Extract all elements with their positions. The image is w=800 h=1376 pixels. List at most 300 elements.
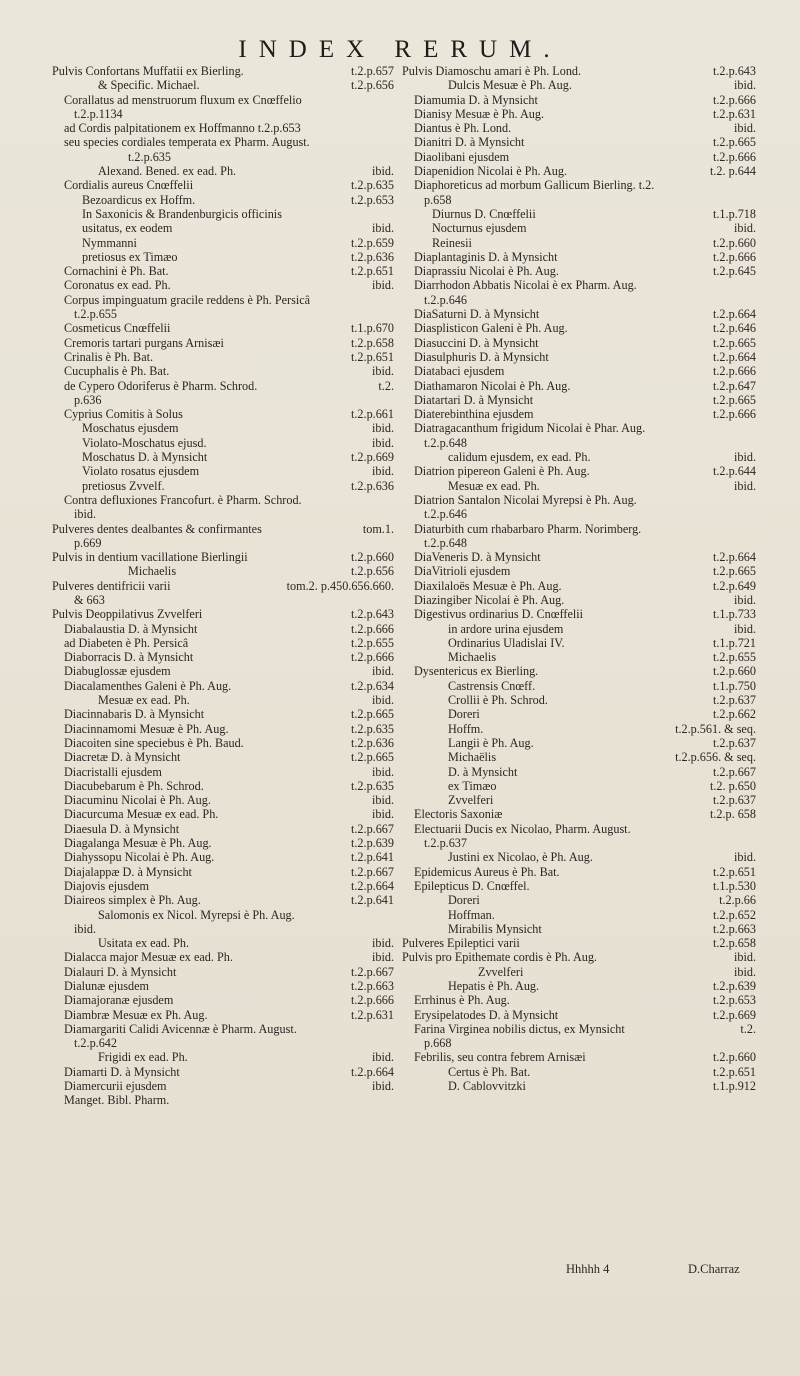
- entry-reference: t.2.p.660: [713, 664, 756, 679]
- entry-reference: t.2.p.665: [713, 335, 756, 350]
- entry-reference: t.2.p.663: [713, 921, 756, 936]
- entry-reference: ibid.: [733, 450, 756, 465]
- index-entry: [52, 593, 398, 607]
- entry-text: Diabalaustia D. à Mynsicht: [64, 621, 198, 636]
- entry-text: Dialunæ ejusdem: [64, 979, 149, 993]
- entry-reference: ibid.: [733, 850, 756, 865]
- entry-reference: t.2.p.636: [351, 249, 394, 264]
- index-entry: [402, 807, 760, 821]
- entry-reference: ibid.: [371, 807, 394, 822]
- entry-text: Crinalis è Ph. Bat.: [64, 349, 154, 364]
- index-entry: [402, 93, 760, 107]
- index-entry: [52, 193, 398, 207]
- index-entry: [402, 164, 760, 178]
- entry-text: Nymmanni: [82, 235, 137, 250]
- entry-text: p.658: [424, 192, 452, 207]
- entry-reference: ibid.: [371, 421, 394, 436]
- index-entry: [52, 1008, 398, 1022]
- entry-text: Diaborracis D. à Mynsicht: [64, 650, 194, 665]
- index-entry: [52, 278, 398, 292]
- index-entry: [402, 750, 760, 764]
- entry-reference: t.2.p.656: [351, 78, 394, 93]
- entry-reference: t.2.p.646: [713, 321, 756, 336]
- entry-reference: ibid.: [371, 950, 394, 965]
- entry-text: Zvvelferi: [478, 964, 524, 979]
- entry-reference: ibid.: [733, 78, 756, 93]
- entry-reference: t.2.p.660: [713, 1050, 756, 1065]
- entry-text: Diamarti D. à Mynsicht: [64, 1064, 180, 1079]
- index-entry: [52, 693, 398, 707]
- index-entry: [402, 321, 760, 335]
- entry-text: Moschatus D. à Mynsicht: [82, 450, 208, 465]
- index-entry: [402, 1022, 760, 1036]
- index-entry: [402, 421, 760, 435]
- entry-text: Diantus è Ph. Lond.: [414, 121, 512, 136]
- index-entry: [402, 707, 760, 721]
- index-entry: [402, 779, 760, 793]
- index-entry: [52, 536, 398, 550]
- entry-reference: t.2.p.655: [351, 635, 394, 650]
- index-entry: [52, 436, 398, 450]
- entry-text: ex Timæo: [448, 778, 497, 793]
- entry-text: p.636: [74, 392, 102, 407]
- entry-text: Diaplantaginis D. à Mynsicht: [414, 249, 558, 264]
- entry-reference: ibid.: [371, 1079, 394, 1094]
- entry-text: t.2.p.1134: [74, 106, 123, 121]
- index-entry: [402, 150, 760, 164]
- index-entry: [52, 807, 398, 821]
- entry-text: Michaelis: [128, 564, 177, 579]
- index-entry: [52, 264, 398, 278]
- entry-reference: ibid.: [371, 664, 394, 679]
- entry-text: Diaphoreticus ad morbum Gallicum Bierling. t.2.: [414, 178, 655, 193]
- entry-text: Farina Virginea nobilis dictus, ex Mynsicht: [414, 1021, 625, 1036]
- entry-reference: t.2.p.664: [713, 349, 756, 364]
- index-entry: [402, 993, 760, 1007]
- index-entry: [52, 393, 398, 407]
- index-entry: [52, 650, 398, 664]
- entry-reference: t.2.p.664: [713, 550, 756, 565]
- entry-reference: t.2.p.665: [713, 564, 756, 579]
- entry-text: Dianitri D. à Mynsicht: [414, 135, 525, 150]
- index-entry: [52, 250, 398, 264]
- entry-reference: t.2.p.636: [351, 735, 394, 750]
- right-index-column: [402, 64, 760, 1093]
- entry-reference: ibid.: [733, 964, 756, 979]
- entry-reference: t.2.p.641: [351, 850, 394, 865]
- entry-reference: t.2.p.666: [713, 249, 756, 264]
- index-entry: [402, 879, 760, 893]
- entry-text: Cucuphalis è Ph. Bat.: [64, 364, 170, 379]
- entry-text: Justini ex Nicolao, è Ph. Aug.: [448, 850, 593, 865]
- index-entry: [52, 421, 398, 435]
- entry-text: Contra defluxiones Francofurt. è Pharm. Schrod.: [64, 492, 302, 507]
- entry-text: t.2.p.648: [424, 435, 467, 450]
- index-entry: [402, 722, 760, 736]
- entry-text: Hoffm.: [448, 721, 484, 736]
- entry-text: t.2.p.637: [424, 836, 467, 851]
- entry-text: Zvvelferi: [448, 793, 494, 808]
- entry-text: ad Cordis palpitationem ex Hoffmanno t.2.p.653: [64, 121, 301, 136]
- entry-reference: t.2.p.639: [713, 979, 756, 993]
- entry-reference: t.2.p.666: [351, 650, 394, 665]
- entry-reference: t.2.p.665: [351, 707, 394, 722]
- entry-reference: t.2.p.635: [351, 778, 394, 793]
- index-entry: [402, 664, 760, 678]
- index-entry: [52, 722, 398, 736]
- index-entry: [52, 135, 398, 149]
- entry-reference: t.2.p.657: [351, 64, 394, 78]
- entry-reference: t.2.p.561. & seq.: [675, 721, 756, 736]
- entry-text: Diaolibani ejusdem: [414, 149, 510, 164]
- entry-reference: t.2.p.664: [351, 1064, 394, 1079]
- index-entry: [402, 364, 760, 378]
- entry-reference: t.2.p.667: [351, 964, 394, 979]
- sheet-signature-mark: Hhhhh 4: [566, 1262, 610, 1276]
- entry-text: Diapenidion Nicolai è Ph. Aug.: [414, 164, 567, 179]
- entry-text: Diacubebarum è Ph. Schrod.: [64, 778, 204, 793]
- entry-reference: tom.2. p.450.656.660.: [286, 578, 394, 593]
- entry-reference: t.2. p.650: [709, 778, 756, 793]
- index-entry: [52, 221, 398, 235]
- entry-text: Diamargariti Calidi Avicennæ è Pharm. August.: [64, 1021, 297, 1036]
- entry-reference: t.1.p.733: [713, 607, 756, 622]
- entry-text: Castrensis Cnœff.: [448, 678, 536, 693]
- entry-reference: t.2.p.656: [351, 564, 394, 579]
- index-entry: [402, 908, 760, 922]
- entry-text: Dulcis Mesuæ è Ph. Aug.: [448, 78, 572, 93]
- index-entry: [402, 135, 760, 149]
- entry-reference: ibid.: [733, 621, 756, 636]
- index-entry: [402, 650, 760, 664]
- entry-text: calidum ejusdem, ex ead. Ph.: [448, 450, 591, 465]
- entry-text: Febrilis, seu contra febrem Arnisæi: [414, 1050, 586, 1065]
- index-entry: [402, 350, 760, 364]
- index-entry: [402, 336, 760, 350]
- index-entry: [402, 736, 760, 750]
- index-entry: [402, 293, 760, 307]
- entry-text: Errhinus è Ph. Aug.: [414, 993, 510, 1008]
- entry-text: Violato-Moschatus ejusd.: [82, 435, 207, 450]
- entry-reference: t.1.p.718: [713, 206, 756, 221]
- entry-text: Mesuæ ex ead. Ph.: [448, 478, 540, 493]
- index-entry: [402, 622, 760, 636]
- entry-text: Diacinnamomi Mesuæ è Ph. Aug.: [64, 721, 229, 736]
- index-entry: [52, 564, 398, 578]
- index-entry: [402, 893, 760, 907]
- entry-reference: t.1.p.670: [351, 321, 394, 336]
- entry-text: Cremoris tartari purgans Arnisæi: [64, 335, 224, 350]
- entry-reference: t.2.p.651: [351, 264, 394, 279]
- entry-reference: t.2.p.637: [713, 735, 756, 750]
- index-entry: [52, 178, 398, 192]
- index-entry: [402, 507, 760, 521]
- index-entry: [402, 236, 760, 250]
- index-entry: [402, 78, 760, 92]
- index-entry: [402, 407, 760, 421]
- entry-text: p.669: [74, 535, 102, 550]
- entry-text: Mesuæ ex ead. Ph.: [98, 693, 190, 708]
- entry-text: Diarrhodon Abbatis Nicolai è ex Pharm. Aug.: [414, 278, 637, 293]
- index-entry: [402, 250, 760, 264]
- entry-reference: t.1.p.912: [713, 1079, 756, 1094]
- index-entry: [52, 893, 398, 907]
- entry-reference: t.2.p.658: [713, 936, 756, 951]
- entry-reference: t.2.p.651: [713, 1064, 756, 1079]
- entry-text: Manget. Bibl. Pharm.: [64, 1093, 170, 1108]
- index-entry: [52, 364, 398, 378]
- index-entry: [52, 607, 398, 621]
- entry-reference: ibid.: [371, 936, 394, 951]
- entry-reference: t.2.p.667: [351, 864, 394, 879]
- entry-text: Diamumia D. à Mynsicht: [414, 92, 538, 107]
- entry-reference: ibid.: [371, 221, 394, 236]
- entry-text: Ordinarius Uladislai IV.: [448, 635, 565, 650]
- entry-reference: t.2.p.664: [713, 307, 756, 322]
- index-entry: [402, 1050, 760, 1064]
- index-entry: [52, 293, 398, 307]
- index-entry: [402, 178, 760, 192]
- entry-text: Dialacca major Mesuæ ex ead. Ph.: [64, 950, 233, 965]
- entry-text: Diaesula D. à Mynsicht: [64, 821, 180, 836]
- entry-text: Pulveres Epileptici varii: [402, 936, 520, 951]
- index-entry: [52, 350, 398, 364]
- entry-reference: t.2.p.653: [351, 192, 394, 207]
- entry-reference: ibid.: [371, 693, 394, 708]
- entry-reference: t.2.p.643: [351, 607, 394, 622]
- entry-text: t.2.p.648: [424, 535, 467, 550]
- entry-text: t.2.p.655: [74, 307, 117, 322]
- entry-text: Langii è Ph. Aug.: [448, 735, 534, 750]
- index-entry: [52, 979, 398, 993]
- entry-text: Diasulphuris D. à Mynsicht: [414, 349, 549, 364]
- entry-text: ibid.: [74, 921, 97, 936]
- entry-reference: t.2.p.637: [713, 793, 756, 808]
- entry-text: Hepatis è Ph. Aug.: [448, 979, 540, 993]
- index-entry: [402, 264, 760, 278]
- index-entry: [52, 908, 398, 922]
- index-entry: [402, 207, 760, 221]
- entry-reference: t.2.p.663: [351, 979, 394, 993]
- index-entry: [52, 936, 398, 950]
- entry-reference: t.2.p.666: [713, 407, 756, 422]
- index-entry: [402, 536, 760, 550]
- entry-text: pretiosus ex Timæo: [82, 249, 178, 264]
- index-entry: [52, 793, 398, 807]
- index-entry: [402, 593, 760, 607]
- entry-text: Violato rosatus ejusdem: [82, 464, 200, 479]
- index-entry: [52, 1079, 398, 1093]
- entry-reference: t.2.p.649: [713, 578, 756, 593]
- entry-text: Pulvis pro Epithemate cordis è Ph. Aug.: [402, 950, 597, 965]
- index-entry: [402, 564, 760, 578]
- entry-text: Doreri: [448, 707, 480, 722]
- entry-reference: t.2.p.639: [351, 836, 394, 851]
- entry-text: Crollii è Ph. Schrod.: [448, 693, 548, 708]
- entry-reference: t.2.p.634: [351, 678, 394, 693]
- index-entry: [52, 164, 398, 178]
- index-entry: [402, 64, 760, 78]
- index-entry: [402, 464, 760, 478]
- entry-text: seu species cordiales temperata ex Pharm. August.: [64, 135, 310, 150]
- entry-text: Dialauri D. à Mynsicht: [64, 964, 177, 979]
- entry-reference: t.1.p.750: [713, 678, 756, 693]
- entry-reference: ibid.: [371, 278, 394, 293]
- entry-text: pretiosus Zvvelf.: [82, 478, 165, 493]
- index-entry: [402, 822, 760, 836]
- entry-text: t.2.p.642: [74, 1036, 117, 1051]
- entry-reference: t.2.p.637: [713, 693, 756, 708]
- entry-reference: t.2.p.658: [351, 335, 394, 350]
- entry-reference: t.1.p.530: [713, 878, 756, 893]
- index-entry: [402, 765, 760, 779]
- entry-reference: ibid.: [371, 1050, 394, 1065]
- index-entry: [52, 922, 398, 936]
- index-entry: [52, 622, 398, 636]
- entry-text: Hoffman.: [448, 907, 495, 922]
- index-entry: [52, 64, 398, 78]
- entry-reference: ibid.: [733, 221, 756, 236]
- entry-reference: t.2.p.651: [713, 864, 756, 879]
- entry-text: Dianisy Mesuæ è Ph. Aug.: [414, 106, 545, 121]
- entry-text: Diacoiten sine speciebus è Ph. Baud.: [64, 735, 244, 750]
- index-entry: [402, 607, 760, 621]
- index-entry: [52, 507, 398, 521]
- entry-reference: ibid.: [371, 164, 394, 179]
- index-entry: [52, 822, 398, 836]
- entry-text: Epilepticus D. Cnœffel.: [414, 878, 530, 893]
- entry-text: p.668: [424, 1036, 452, 1051]
- entry-text: Corpus impinguatum gracile reddens è Ph. Persicâ: [64, 292, 311, 307]
- index-entry: [52, 522, 398, 536]
- entry-reference: ibid.: [371, 464, 394, 479]
- entry-text: Pulvis Confortans Muffatii ex Bierling.: [52, 64, 244, 78]
- index-entry: [402, 693, 760, 707]
- entry-text: usitatus, ex eodem: [82, 221, 173, 236]
- entry-text: Cornachini è Ph. Bat.: [64, 264, 169, 279]
- entry-text: Certus è Ph. Bat.: [448, 1064, 531, 1079]
- entry-text: Diahyssopu Nicolai è Ph. Aug.: [64, 850, 215, 865]
- index-entry: [402, 221, 760, 235]
- entry-reference: ibid.: [371, 435, 394, 450]
- entry-text: Diasplisticon Galeni è Ph. Aug.: [414, 321, 568, 336]
- entry-reference: t.2.p.665: [713, 135, 756, 150]
- index-entry: [52, 736, 398, 750]
- entry-reference: t.1.p.721: [713, 635, 756, 650]
- entry-text: Alexand. Bened. ex ead. Ph.: [98, 164, 237, 179]
- entry-text: Coronatus ex ead. Ph.: [64, 278, 171, 293]
- entry-text: in ardore urina ejusdem: [448, 621, 564, 636]
- index-entry: [402, 278, 760, 292]
- index-entry: [402, 636, 760, 650]
- entry-reference: t.2.p.666: [713, 92, 756, 107]
- entry-reference: t.2.p.641: [351, 893, 394, 908]
- index-entry: [52, 379, 398, 393]
- entry-text: Diagalanga Mesuæ è Ph. Aug.: [64, 836, 212, 851]
- index-entry: [52, 236, 398, 250]
- entry-text: Diatragacanthum frigidum Nicolai è Phar. Aug.: [414, 421, 646, 436]
- entry-reference: t.2.p.666: [351, 993, 394, 1008]
- index-entry: [402, 121, 760, 135]
- index-entry: [52, 836, 398, 850]
- entry-reference: t.2.p.631: [713, 106, 756, 121]
- index-entry: [402, 1065, 760, 1079]
- index-entry: [402, 922, 760, 936]
- index-entry: [402, 579, 760, 593]
- entry-reference: t.2.p.652: [713, 907, 756, 922]
- entry-reference: ibid.: [371, 793, 394, 808]
- entry-text: Salomonis ex Nicol. Myrepsi è Ph. Aug.: [98, 907, 295, 922]
- entry-text: DiaVitrioli ejusdem: [414, 564, 511, 579]
- index-entry: [52, 479, 398, 493]
- index-entry: [52, 307, 398, 321]
- index-entry: [52, 336, 398, 350]
- entry-text: Epidemicus Aureus è Ph. Bat.: [414, 864, 560, 879]
- entry-reference: t.2.p.665: [351, 750, 394, 765]
- entry-text: de Cypero Odoriferus è Pharm. Schrod.: [64, 378, 258, 393]
- entry-text: Diaireos simplex è Ph. Aug.: [64, 893, 201, 908]
- index-entry: [402, 307, 760, 321]
- index-entry: [52, 450, 398, 464]
- entry-reference: t.2.p.666: [713, 364, 756, 379]
- entry-reference: t.2.p.666: [351, 621, 394, 636]
- index-entry: [52, 664, 398, 678]
- entry-reference: t.2.p.660: [713, 235, 756, 250]
- entry-text: Bezoardicus ex Hoffm.: [82, 192, 196, 207]
- index-entry: [402, 436, 760, 450]
- entry-text: Michaëlis: [448, 750, 497, 765]
- index-entry: [52, 1022, 398, 1036]
- index-entry: [402, 679, 760, 693]
- index-entry: [402, 550, 760, 564]
- entry-text: Pulveres dentifricii varii: [52, 578, 171, 593]
- index-entry: [52, 950, 398, 964]
- entry-reference: t.2.p.647: [713, 378, 756, 393]
- index-entry: [402, 950, 760, 964]
- entry-text: Erysipelatodes D. à Mynsicht: [414, 1007, 559, 1022]
- entry-reference: t.2.p.665: [713, 392, 756, 407]
- entry-reference: ibid.: [733, 478, 756, 493]
- entry-text: Electoris Saxoniæ: [414, 807, 503, 822]
- entry-text: Digestivus ordinarius D. Cnœffelii: [414, 607, 584, 622]
- index-entry: [402, 979, 760, 993]
- entry-text: Pulvis Deoppilativus Zvvelferi: [52, 607, 203, 622]
- entry-text: Dysentericus ex Bierling.: [414, 664, 539, 679]
- index-entry: [402, 936, 760, 950]
- entry-text: Diatartari D. à Mynsicht: [414, 392, 534, 407]
- entry-reference: t.2.p.635: [351, 721, 394, 736]
- page-title: INDEX RERUM.: [238, 36, 562, 63]
- entry-text: Diambræ Mesuæ ex Ph. Aug.: [64, 1007, 208, 1022]
- entry-reference: t.2.p.631: [351, 1007, 394, 1022]
- entry-reference: t.2.p.661: [351, 407, 394, 422]
- entry-text: Diasuccini D. à Mynsicht: [414, 335, 539, 350]
- index-entry: [52, 493, 398, 507]
- entry-reference: tom.1.: [362, 521, 394, 536]
- entry-reference: t.2. p.644: [709, 164, 756, 179]
- index-entry: [52, 865, 398, 879]
- index-entry: [52, 93, 398, 107]
- index-entry: [52, 550, 398, 564]
- index-entry: [52, 679, 398, 693]
- entry-text: Mirabilis Mynsicht: [448, 921, 542, 936]
- entry-text: Usitata ex ead. Ph.: [98, 936, 190, 951]
- entry-text: Diacristalli ejusdem: [64, 764, 162, 779]
- entry-text: t.2.p.646: [424, 292, 467, 307]
- entry-reference: t.2.p.667: [713, 764, 756, 779]
- entry-reference: t.2.p.643: [713, 64, 756, 78]
- entry-text: Pulvis in dentium vacillatione Bierlingii: [52, 550, 248, 565]
